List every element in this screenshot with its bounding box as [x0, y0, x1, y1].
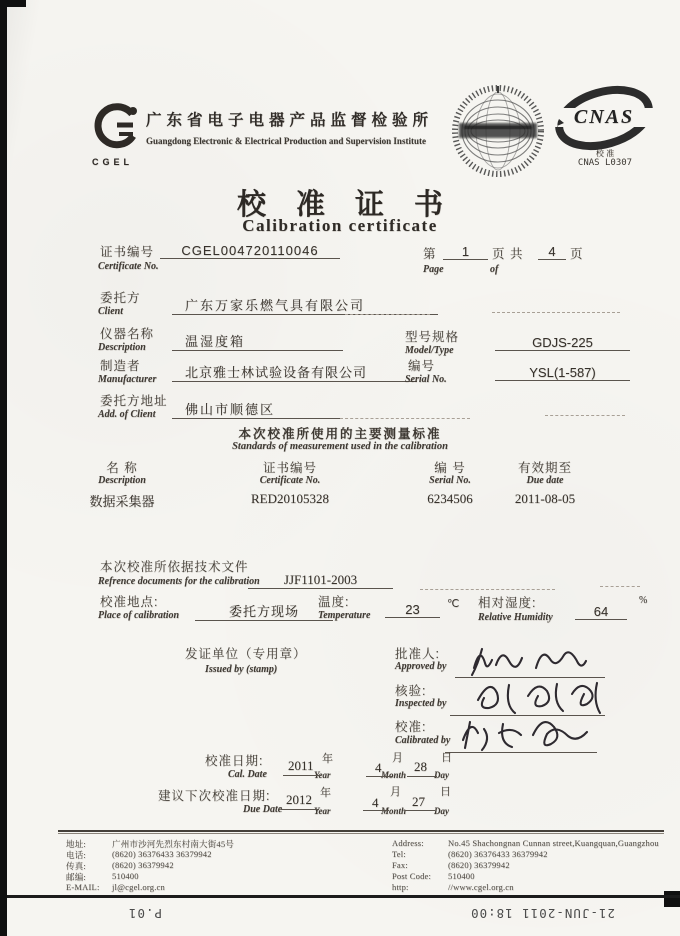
standards-col-certno-cn: 证书编号	[262, 461, 317, 475]
fax-strip-line	[7, 895, 680, 898]
cal-day-value: 28	[414, 759, 427, 774]
standards-heading-en: Standards of measurement used in the calibration	[232, 441, 448, 452]
due-month-en: Month	[381, 806, 407, 816]
footer-value: (8620) 36376433 36379942	[112, 849, 212, 859]
due-day-en: Day	[434, 806, 449, 816]
page-suffix: 页	[570, 247, 584, 261]
due-month-cn: 月	[390, 786, 402, 798]
ruled-line	[340, 404, 470, 419]
standards-row-duedate: 2011-08-05	[514, 491, 576, 506]
ruled-line	[345, 300, 430, 315]
cal-day-en: Day	[434, 770, 449, 780]
page-mid: 页 共	[492, 247, 524, 261]
standards-col-serial-cn: 编 号	[434, 461, 466, 475]
standards-col-description-en: Description	[98, 475, 146, 486]
manufacturer-label-en: Manufacturer	[98, 374, 157, 385]
ruled-line	[407, 766, 437, 777]
footer-value: (8620) 36379942	[112, 860, 174, 870]
standards-row-description: 数据采集器	[89, 494, 155, 509]
model-value: GDJS-225	[495, 335, 630, 351]
inspected-label-en: Inspected by	[395, 698, 447, 709]
document-title-cn: 校准证书	[236, 189, 473, 221]
humidity-unit: %	[639, 595, 648, 606]
footer-label: Address:	[392, 838, 424, 848]
footer-label: http:	[392, 882, 409, 892]
document-title-en: Calibration certificate	[242, 216, 438, 235]
cal-year-en: Year	[314, 770, 331, 780]
ruled-line	[492, 298, 620, 313]
temperature-value: 23	[385, 602, 440, 618]
footer-label: Post Code:	[392, 871, 432, 881]
footer-value: 510400	[448, 871, 475, 881]
standards-heading-cn: 本次校准所使用的主要测量标准	[238, 427, 442, 441]
calibrated-label-en: Calibrated by	[395, 735, 451, 746]
model-label-cn: 型号规格	[405, 330, 460, 344]
fax-page-number: P.01	[127, 906, 162, 921]
cnas-sub-label: 校 准	[595, 149, 615, 158]
reference-label-cn: 本次校准所依据技术文件	[100, 560, 249, 574]
reference-label-en: Refrence documents for the calibration	[98, 576, 260, 587]
page-prefix: 第	[423, 247, 437, 261]
footer-label: 邮编:	[66, 872, 86, 882]
footer-divider-thin	[58, 833, 664, 834]
temperature-label-cn: 温度:	[318, 595, 350, 609]
footer-value: (8620) 36379942	[448, 860, 510, 870]
cal-year-cn: 年	[322, 753, 334, 765]
client-label-cn: 委托方	[100, 291, 141, 305]
client-value: 广东万家乐燃气具有限公司	[172, 295, 438, 315]
place-label-en: Place of calibration	[98, 610, 180, 621]
cal-date-label-cn: 校准日期:	[205, 754, 264, 768]
due-date-label-en: Due Date	[243, 804, 283, 815]
calibrated-label-cn: 校准:	[395, 720, 427, 734]
place-label-cn: 校准地点:	[100, 595, 159, 609]
temperature-unit: ℃	[447, 598, 460, 610]
serial-label-cn: 编号	[408, 359, 436, 373]
footer-value: //www.cgel.org.cn	[448, 882, 514, 892]
footer-label: 传真:	[66, 861, 86, 871]
footer-value: No.45 Shachongnan Cunnan street,Kuangquan,Guangzhou	[448, 838, 659, 848]
ruled-line	[405, 800, 435, 811]
client-address-label-cn: 委托方地址	[100, 394, 168, 408]
client-address-value: 佛山市顺德区	[172, 399, 343, 419]
standards-row-serial: 6234506	[427, 491, 473, 506]
serial-value: YSL(1-587)	[495, 365, 630, 381]
footer-label: 地址:	[66, 839, 86, 849]
approved-label-cn: 批准人:	[395, 647, 440, 661]
issued-label-en: Issued by (stamp)	[205, 664, 278, 675]
metrology-stamp-icon	[450, 83, 546, 184]
fax-timestamp: 21-JUN-2011 18:00	[470, 906, 615, 921]
standards-col-duedate-en: Due date	[526, 475, 564, 486]
model-label-en: Model/Type	[405, 345, 454, 356]
description-value: 温湿度箱	[172, 331, 343, 351]
ruled-line	[283, 765, 321, 776]
page-total: 4	[538, 244, 566, 260]
manufacturer-label-cn: 制造者	[100, 359, 141, 373]
footer-label: E-MAIL:	[66, 882, 100, 892]
institute-name-cn: 广东省电子电器产品监督检验所	[146, 112, 434, 129]
svg-text:CNAS: CNAS	[573, 106, 635, 128]
calibrated-signature	[455, 708, 595, 763]
humidity-label-cn: 相对湿度:	[478, 596, 537, 610]
place-value: 委托方现场	[195, 601, 333, 621]
inspected-label-cn: 核验:	[395, 684, 427, 698]
footer-divider	[58, 830, 664, 832]
approved-label-en: Approved by	[395, 661, 447, 672]
standards-col-duedate-cn: 有效期至	[517, 461, 572, 475]
reference-value: JJF1101-2003	[248, 572, 393, 589]
due-date-label-cn: 建议下次校准日期:	[158, 789, 271, 803]
cal-year-value: 2011	[288, 758, 314, 773]
footer-value: (8620) 36376433 36379942	[448, 849, 548, 859]
page-of-label-en: of	[490, 264, 499, 275]
ruled-line	[363, 800, 389, 811]
serial-label-en: Serial No.	[405, 374, 447, 385]
cal-day-cn: 日	[441, 752, 453, 764]
footer-value: 510400	[112, 871, 139, 881]
scan-edge-left	[0, 0, 7, 936]
cgel-logo-text: CGEL	[92, 157, 134, 167]
ruled-line	[366, 766, 392, 777]
cnas-accreditation-number: CNAS L0307	[577, 158, 633, 168]
ruled-line	[420, 575, 555, 590]
humidity-label-en: Relative Humidity	[478, 612, 553, 623]
standards-col-certno-en: Certificate No.	[259, 475, 321, 486]
due-year-value: 2012	[286, 792, 312, 807]
cal-month-value: 4	[375, 760, 382, 775]
description-label-cn: 仪器名称	[100, 327, 155, 341]
certificate-no-label-cn: 证书编号	[100, 245, 155, 259]
scan-blob-bottom-right	[664, 891, 680, 907]
due-month-value: 4	[372, 795, 379, 810]
due-day-cn: 日	[440, 786, 452, 798]
footer-value: 广州市沙河先烈东村南大街45号	[112, 839, 235, 849]
scan-edge-top-left	[0, 0, 26, 7]
certificate-no-value: CGEL004720110046	[160, 243, 340, 259]
client-address-label-en: Add. of Client	[98, 409, 156, 420]
due-day-value: 27	[412, 794, 425, 809]
humidity-value: 64	[575, 604, 627, 620]
standards-col-description-cn: 名 称	[106, 461, 138, 475]
standards-row-certno: RED20105328	[251, 491, 329, 506]
ruled-line	[545, 401, 625, 416]
ruled-line	[281, 799, 319, 810]
page-label-en: Page	[423, 264, 444, 275]
client-label-en: Client	[98, 306, 124, 317]
standards-col-serial-en: Serial No.	[429, 475, 471, 486]
temperature-label-en: Temperature	[318, 610, 371, 621]
page-number: 1	[443, 244, 488, 260]
cal-month-en: Month	[381, 770, 407, 780]
institute-name-en: Guangdong Electronic & Electrical Production and Supervision Institute	[146, 136, 426, 146]
cgel-logo-icon	[92, 102, 144, 167]
footer-label: Tel:	[392, 849, 406, 859]
certificate-no-label-en: Certificate No.	[98, 261, 159, 272]
ruled-line	[600, 572, 640, 587]
manufacturer-value: 北京雅士林试验设备有限公司	[172, 362, 417, 382]
footer-label: 电话:	[66, 850, 86, 860]
cal-month-cn: 月	[392, 752, 404, 764]
due-year-cn: 年	[320, 787, 332, 799]
footer-value: jl@cgel.org.cn	[112, 882, 165, 892]
issued-label-cn: 发证单位（专用章）	[185, 647, 307, 661]
due-year-en: Year	[314, 806, 331, 816]
cnas-logo-icon	[553, 85, 655, 156]
footer-label: Fax:	[392, 860, 408, 870]
description-label-en: Description	[98, 342, 146, 353]
cal-date-label-en: Cal. Date	[228, 769, 267, 780]
